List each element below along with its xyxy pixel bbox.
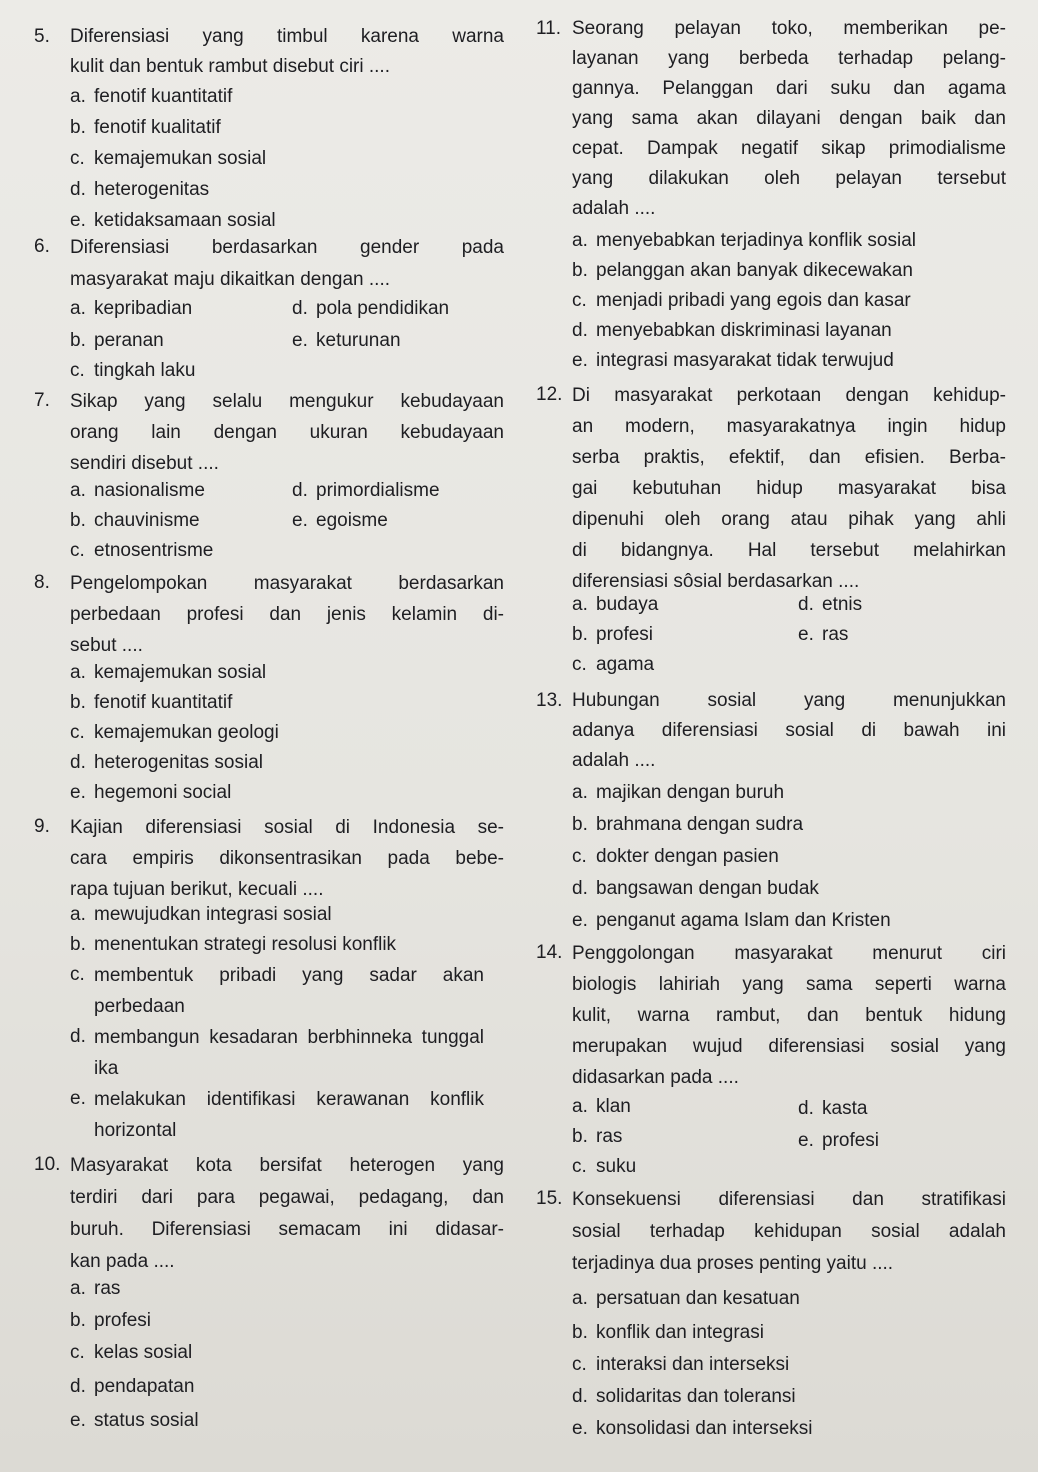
option-text: budaya [596, 594, 659, 615]
option-text: menentukan strategi resolusi konflik [94, 934, 397, 955]
question-text-line: orang lain dengan ukuran kebudayaan [70, 422, 504, 443]
option-letter: c. [572, 1354, 587, 1375]
option-text: dokter dengan pasien [596, 846, 779, 867]
option-text: bangsawan dengan budak [596, 878, 819, 899]
option-text: kemajemukan sosial [94, 662, 267, 683]
option-letter: d. [292, 298, 308, 319]
option-letter: c. [70, 360, 85, 381]
option-letter: a. [70, 662, 86, 683]
option-letter: b. [70, 1310, 86, 1331]
option-letter: e. [572, 350, 588, 371]
option-text: suku [596, 1156, 637, 1177]
question-number: 8. [34, 572, 50, 593]
answer-option-a [70, 294, 192, 324]
answer-option-d [292, 294, 449, 324]
option-letter: d. [572, 1386, 588, 1407]
answer-option-e [572, 346, 894, 376]
option-text: melakukan identifikasi kerawanan konflik horizontal [94, 1089, 484, 1141]
option-letter: b. [572, 624, 588, 645]
option-letter: e. [572, 1418, 588, 1439]
question-text-line: cara empiris dikonsentrasikan pada bebe- [70, 848, 504, 869]
question-number: 7. [34, 390, 50, 411]
option-letter: d. [70, 179, 86, 200]
option-letter: e. [292, 330, 308, 351]
question-text-line: kan pada .... [70, 1251, 175, 1272]
option-letter: c. [572, 1156, 587, 1177]
answer-option-a [70, 476, 205, 506]
option-letter: b. [70, 692, 86, 713]
question-text-line: an modern, masyarakatnya ingin hidup [572, 416, 1006, 437]
answer-option-e [70, 1084, 484, 1146]
option-letter: a. [572, 230, 588, 251]
option-letter: a. [572, 1096, 588, 1117]
option-text: heterogenitas [94, 179, 210, 200]
question-text-line: masyarakat maju dikaitkan dengan .... [70, 269, 391, 290]
option-letter: b. [572, 814, 588, 835]
option-letter: d. [572, 320, 588, 341]
question-number: 9. [34, 816, 50, 837]
answer-option-e [292, 506, 388, 536]
option-letter: a. [572, 594, 588, 615]
option-text: egoisme [316, 510, 388, 531]
question-number: 5. [34, 26, 50, 47]
option-text: peranan [94, 330, 164, 351]
answer-option-c [70, 718, 279, 748]
question-text-line: cepat. Dampak negatif sikap primodialisme [572, 138, 1006, 159]
answer-option-e [798, 620, 848, 650]
option-text: majikan dengan buruh [596, 782, 785, 803]
answer-option-d [70, 175, 209, 205]
option-text: kemajemukan sosial [94, 148, 267, 169]
question-text-line: dipenuhi oleh orang atau pihak yang ahli [572, 509, 1006, 530]
option-text: ras [94, 1278, 121, 1299]
option-letter: c. [70, 540, 85, 561]
question-text-line: Diferensiasi yang timbul karena warna [70, 26, 504, 47]
option-letter: c. [572, 846, 587, 867]
option-letter: a. [70, 480, 86, 501]
question-number: 12. [536, 384, 563, 405]
answer-option-e [70, 1406, 199, 1436]
option-letter: a. [572, 1288, 588, 1309]
answer-option-e [798, 1126, 879, 1156]
question-text-line: didasarkan pada .... [572, 1067, 739, 1088]
question-text-line: yang dilakukan oleh pelayan tersebut [572, 168, 1006, 189]
question-text-line: Konsekuensi diferensiasi dan stratifikasi [572, 1189, 1006, 1210]
option-letter: e. [572, 910, 588, 931]
answer-option-d [572, 316, 892, 346]
option-text: konflik dan integrasi [596, 1322, 764, 1343]
option-letter: b. [572, 1322, 588, 1343]
option-text: profesi [822, 1130, 880, 1151]
option-text: status sosial [94, 1410, 199, 1431]
answer-option-a [70, 900, 332, 930]
option-text: persatuan dan kesatuan [596, 1288, 800, 1309]
option-text: keturunan [316, 330, 401, 351]
option-text: fenotif kualitatif [94, 117, 221, 138]
option-letter: c. [572, 654, 587, 675]
question-text-line: sebut .... [70, 635, 143, 656]
question-text-line: Kajian diferensiasi sosial di Indonesia se- [70, 817, 504, 838]
question-text-line: biologis lahiriah yang sama seperti warna [572, 974, 1006, 995]
answer-option-a [572, 1284, 800, 1314]
option-text: mewujudkan integrasi sosial [94, 904, 332, 925]
option-letter: d. [70, 1026, 86, 1047]
option-letter: d. [798, 594, 814, 615]
question-text-line: Diferensiasi berdasarkan gender pada [70, 237, 504, 258]
option-letter: b. [70, 934, 86, 955]
option-letter: e. [70, 782, 86, 803]
answer-option-c [70, 1338, 192, 1368]
answer-option-a [572, 778, 784, 808]
question-text-line: buruh. Diferensiasi semacam ini didasar- [70, 1219, 504, 1240]
question-text-line: Hubungan sosial yang menunjukkan [572, 690, 1006, 711]
option-letter: d. [292, 480, 308, 501]
answer-option-c [70, 960, 484, 1022]
option-letter: a. [70, 298, 86, 319]
question-text-line: sosial terhadap kehidupan sosial adalah [572, 1221, 1006, 1242]
option-letter: c. [70, 1342, 85, 1363]
answer-option-d [798, 590, 862, 620]
answer-option-c [572, 1350, 789, 1380]
answer-option-b [70, 506, 200, 536]
answer-option-a [572, 1092, 631, 1122]
answer-option-c [572, 1152, 636, 1182]
answer-option-b [70, 1306, 151, 1336]
answer-option-c [70, 356, 195, 386]
option-letter: c. [70, 964, 85, 985]
option-text: pendapatan [94, 1376, 195, 1397]
answer-option-c [572, 286, 911, 316]
answer-option-b [572, 1318, 764, 1348]
answer-option-b [70, 113, 221, 143]
question-number: 11. [536, 18, 562, 39]
question-text-line: terdiri dari para pegawai, pedagang, dan [70, 1187, 504, 1208]
question-text-line: di bidangnya. Hal tersebut melahirkan [572, 540, 1006, 561]
option-text: penganut agama Islam dan Kristen [596, 910, 891, 931]
question-text-line: diferensiasi sôsial berdasarkan .... [572, 571, 860, 592]
option-letter: d. [798, 1098, 814, 1119]
question-text-line: rapa tujuan berikut, kecuali .... [70, 879, 324, 900]
question-text-line: kulit, warna rambut, dan bentuk hidung [572, 1005, 1006, 1026]
option-text: menyebabkan terjadinya konflik sosial [596, 230, 917, 251]
option-letter: b. [70, 330, 86, 351]
option-letter: e. [70, 210, 86, 231]
answer-option-d [292, 476, 440, 506]
option-text: kepribadian [94, 298, 193, 319]
question-text-line: layanan yang berbeda terhadap pelang- [572, 48, 1006, 69]
answer-option-d [798, 1094, 867, 1124]
option-text: agama [596, 654, 655, 675]
answer-option-b [572, 256, 913, 286]
option-letter: a. [70, 904, 86, 925]
answer-option-c [70, 144, 266, 174]
option-text: brahmana dengan sudra [596, 814, 804, 835]
answer-option-e [292, 326, 401, 356]
option-text: tingkah laku [94, 360, 196, 381]
question-text-line: Pengelompokan masyarakat berdasarkan [70, 573, 504, 594]
option-text: pola pendidikan [316, 298, 450, 319]
option-text: etnosentrisme [94, 540, 214, 561]
question-text-line: Masyarakat kota bersifat heterogen yang [70, 1155, 504, 1176]
question-text-line: Penggolongan masyarakat menurut ciri [572, 943, 1006, 964]
option-text: ketidaksamaan sosial [94, 210, 276, 231]
question-text-line: gannya. Pelanggan dari suku dan agama [572, 78, 1006, 99]
option-letter: b. [70, 117, 86, 138]
option-text: fenotif kuantitatif [94, 692, 233, 713]
option-letter: d. [70, 752, 86, 773]
question-text-line: Di masyarakat perkotaan dengan kehidup- [572, 385, 1006, 406]
question-text-line: sendiri disebut .... [70, 453, 219, 474]
option-text: pelanggan akan banyak dikecewakan [596, 260, 913, 281]
answer-option-b [70, 326, 164, 356]
option-letter: a. [70, 1278, 86, 1299]
option-text: kasta [822, 1098, 868, 1119]
question-text-line: gai kebutuhan hidup masyarakat bisa [572, 478, 1006, 499]
option-letter: e. [798, 624, 814, 645]
answer-option-b [572, 620, 653, 650]
option-letter: d. [572, 878, 588, 899]
option-letter: e. [292, 510, 308, 531]
option-text: integrasi masyarakat tidak terwujud [596, 350, 894, 371]
answer-option-c [572, 650, 654, 680]
question-number: 15. [536, 1188, 563, 1209]
question-number: 14. [536, 942, 563, 963]
option-letter: b. [70, 510, 86, 531]
question-number: 10. [34, 1154, 61, 1175]
option-text: etnis [822, 594, 863, 615]
option-letter: d. [70, 1376, 86, 1397]
option-text: membangun kesadaran berbhinneka tunggal ika [94, 1027, 484, 1079]
option-text: menyebabkan diskriminasi layanan [596, 320, 892, 341]
answer-option-e [572, 1414, 813, 1444]
option-letter: e. [798, 1130, 814, 1151]
answer-option-d [70, 1372, 194, 1402]
answer-option-e [572, 906, 891, 936]
answer-option-a [70, 1274, 120, 1304]
option-letter: c. [70, 148, 85, 169]
option-text: interaksi dan interseksi [596, 1354, 790, 1375]
option-text: kelas sosial [94, 1342, 193, 1363]
question-text-line: perbedaan profesi dan jenis kelamin di- [70, 604, 504, 625]
question-text-line: adalah .... [572, 198, 656, 219]
option-text: kemajemukan geologi [94, 722, 279, 743]
question-text-line: serba praktis, efektif, dan efisien. Berba- [572, 447, 1006, 468]
question-text-line: adanya diferensiasi sosial di bawah ini [572, 720, 1006, 741]
option-text: heterogenitas sosial [94, 752, 263, 773]
question-text-line: Sikap yang selalu mengukur kebudayaan [70, 391, 504, 412]
answer-option-b [572, 1122, 622, 1152]
option-letter: a. [70, 86, 86, 107]
option-text: nasionalisme [94, 480, 205, 501]
answer-option-d [70, 1022, 484, 1084]
answer-option-a [70, 82, 232, 112]
option-text: profesi [596, 624, 654, 645]
answer-option-d [572, 1382, 796, 1412]
option-letter: a. [572, 782, 588, 803]
option-text: profesi [94, 1310, 152, 1331]
answer-option-b [70, 688, 232, 718]
option-letter: e. [70, 1088, 86, 1109]
option-text: primordialisme [316, 480, 440, 501]
option-letter: e. [70, 1410, 86, 1431]
option-text: ras [596, 1126, 623, 1147]
option-text: konsolidasi dan interseksi [596, 1418, 813, 1439]
answer-option-a [572, 590, 658, 620]
option-letter: c. [572, 290, 587, 311]
question-number: 6. [34, 236, 50, 257]
question-text-line: terjadinya dua proses penting yaitu .... [572, 1253, 894, 1274]
option-text: hegemoni social [94, 782, 232, 803]
answer-option-e [70, 778, 231, 808]
answer-option-b [572, 810, 803, 840]
option-text: klan [596, 1096, 631, 1117]
option-text: membentuk pribadi yang sadar akan perbedaan [94, 965, 484, 1017]
option-text: chauvinisme [94, 510, 200, 531]
option-letter: b. [572, 260, 588, 281]
question-text-line: merupakan wujud diferensiasi sosial yang [572, 1036, 1006, 1057]
answer-option-a [70, 658, 266, 688]
answer-option-a [572, 226, 916, 256]
option-text: fenotif kuantitatif [94, 86, 233, 107]
answer-option-b [70, 930, 396, 960]
question-text-line: yang sama akan dilayani dengan baik dan [572, 108, 1006, 129]
option-text: menjadi pribadi yang egois dan kasar [596, 290, 911, 311]
question-number: 13. [536, 690, 563, 711]
question-text-line: kulit dan bentuk rambut disebut ciri .... [70, 56, 390, 77]
answer-option-c [70, 536, 213, 566]
option-letter: c. [70, 722, 85, 743]
option-text: solidaritas dan toleransi [596, 1386, 796, 1407]
question-text-line: Seorang pelayan toko, memberikan pe- [572, 18, 1006, 39]
option-letter: b. [572, 1126, 588, 1147]
option-text: ras [822, 624, 849, 645]
question-text-line: adalah .... [572, 750, 656, 771]
answer-option-c [572, 842, 779, 872]
answer-option-d [572, 874, 819, 904]
answer-option-d [70, 748, 263, 778]
